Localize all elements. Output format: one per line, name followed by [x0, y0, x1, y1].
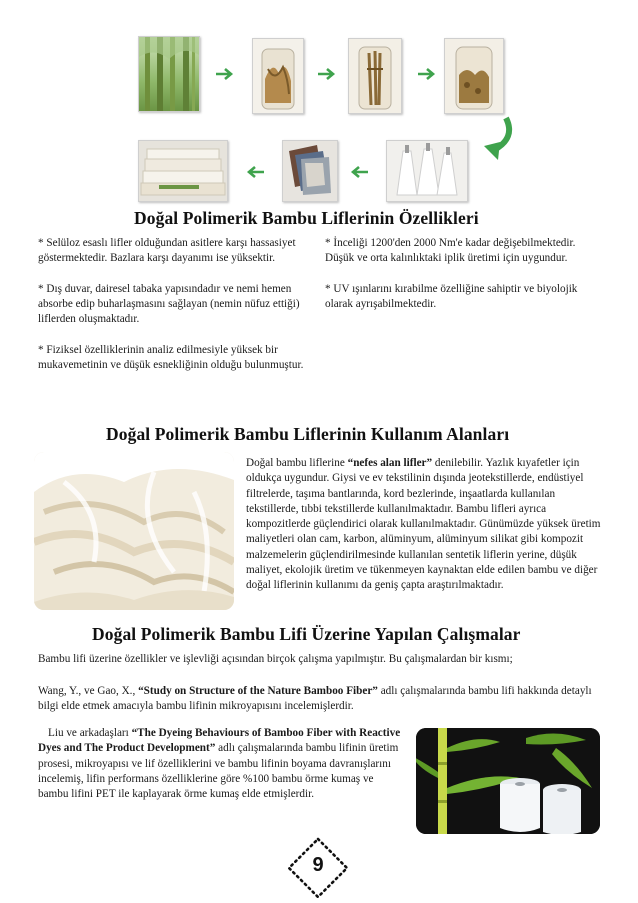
- page-number: 9: [312, 854, 324, 876]
- property-text: * UV ışınlarını kırabilme özelliğine sahiptir ve biyolojik olarak ayrışabilmektedir.: [325, 282, 578, 311]
- property-text: * Fiziksel özelliklerinin analiz edilmesiyle yüksek bir mukavemetinin ve düşük esnekliğinin olduğu bulunmuştur.: [38, 344, 304, 372]
- section-title-properties: Doğal Polimerik Bambu Liflerinin Özellikleri: [134, 208, 479, 228]
- study-wang-gao: Wang, Y., ve Gao, X., “Study on Structure of the Nature Bamboo Fiber” adlı çalışmalarında bambu lifi hakkında detaylı bilgi elde etmek amacıyla bambu lifinin mikroyapısını incelemişlerdir.: [38, 685, 592, 713]
- arrow-right-icon: [418, 68, 436, 80]
- property-text: * Dış duvar, dairesel tabaka yapısındadır ve nemi hemen absorbe edip buharlaşmasını sağlayan (nemin nüfuz ettiği) liflerden oluşmaktadır.: [38, 282, 300, 326]
- section-title-studies: Doğal Polimerik Bambu Lifi Üzerine Yapılan Çalışmalar: [92, 624, 521, 644]
- arrow-right-icon: [216, 68, 234, 80]
- study-title: “The Dyeing Behaviours of Bamboo Fiber with Reactive Dyes and The Product Development”: [38, 727, 401, 755]
- yarn-cones-icon: [386, 140, 468, 202]
- study-liu: Liu ve arkadaşları “The Dyeing Behaviours of Bamboo Fiber with Reactive Dyes and The Product Development” adlı çalışmalarında bambu lifinin üretim prosesi, mikroyapısı ve lif özelliklerini ve bambu lifinin boyama davranışlarını incelemiş, lifin performans özelliklerine göre %100 bambu örme kumaş ve bambu lifini PET ile kaplayarak örme kumaş elde etmişlerdir.: [38, 727, 401, 801]
- process-diagram: [128, 20, 513, 205]
- studies-intro: Bambu lifi üzerine özellikler ve işlevliği açısından birçok çalışma yapılmıştır. Bu çalışmalardan bir kısmı;: [38, 653, 513, 665]
- properties-right-column: [325, 236, 595, 328]
- fabric-swatch-icon: [282, 140, 338, 202]
- arrow-left-icon: [350, 166, 368, 178]
- page-number-badge: [286, 836, 350, 900]
- usage-text: Doğal bambu liflerine “nefes alan lifler” denilebilir. Yazlık kıyafetler için oldukça uygundur. Giysi ve ev tekstilinin dışında jeotekstillerde, endüstiyel filtrelerde, taşıma bantlarında, kord bezlerinde, inşaatlarda kullanılan tekstillerde, tıbbi tekstillerde kullanılmaktadır. Bambu lifleri ayrıca kompozitlerde güçlendirici olarak kullanılmaktadır. Günümüzde yüksek üretim maliyetleri olan cam, karbon, alüminyum, alüminyum silikat gibi kompozit malzemelerin güçlendirilmesinde kullanılan sentetik liflerin yerine, düşük maliyet, ekolojik üretim ve tükenmeyen kaynaktan elde edilen bambu ve diğer doğal liflerinin kullanımı da geniş çapta araştırılmaktadır.: [246, 457, 601, 592]
- bamboo-forest-icon: [138, 36, 200, 112]
- property-text: * Selüloz esaslı lifler olduğundan asitlere karşı hassasiyet göstermektedir. Bazlara karşı dayanımı ise yüksektir.: [38, 237, 296, 265]
- arrow-left-icon: [246, 166, 264, 178]
- bamboo-stalk-and-yarn-photo: [416, 728, 600, 834]
- curved-arrow-icon: [476, 116, 516, 162]
- properties-left-column: [38, 236, 316, 389]
- arrow-right-icon: [318, 68, 336, 80]
- raw-bamboo-fiber-photo: [34, 452, 234, 610]
- property-text: * İnceliği 1200'den 2000 Nm'e kadar değişebilmektedir. Düşük ve orta kalınlıktaki iplik üretimi için uygundur.: [325, 237, 576, 265]
- bamboo-fiber-jar-icon: [348, 38, 402, 114]
- folded-fabric-icon: [138, 140, 228, 202]
- bamboo-flakes-jar-icon: [444, 38, 504, 114]
- bamboo-pulp-jar-icon: [252, 38, 304, 114]
- study-title: “Study on Structure of the Nature Bamboo Fiber”: [138, 685, 378, 697]
- section-title-usage: Doğal Polimerik Bambu Liflerinin Kullanım Alanları: [106, 424, 510, 444]
- breathing-fibers-term: “nefes alan lifler”: [347, 457, 433, 469]
